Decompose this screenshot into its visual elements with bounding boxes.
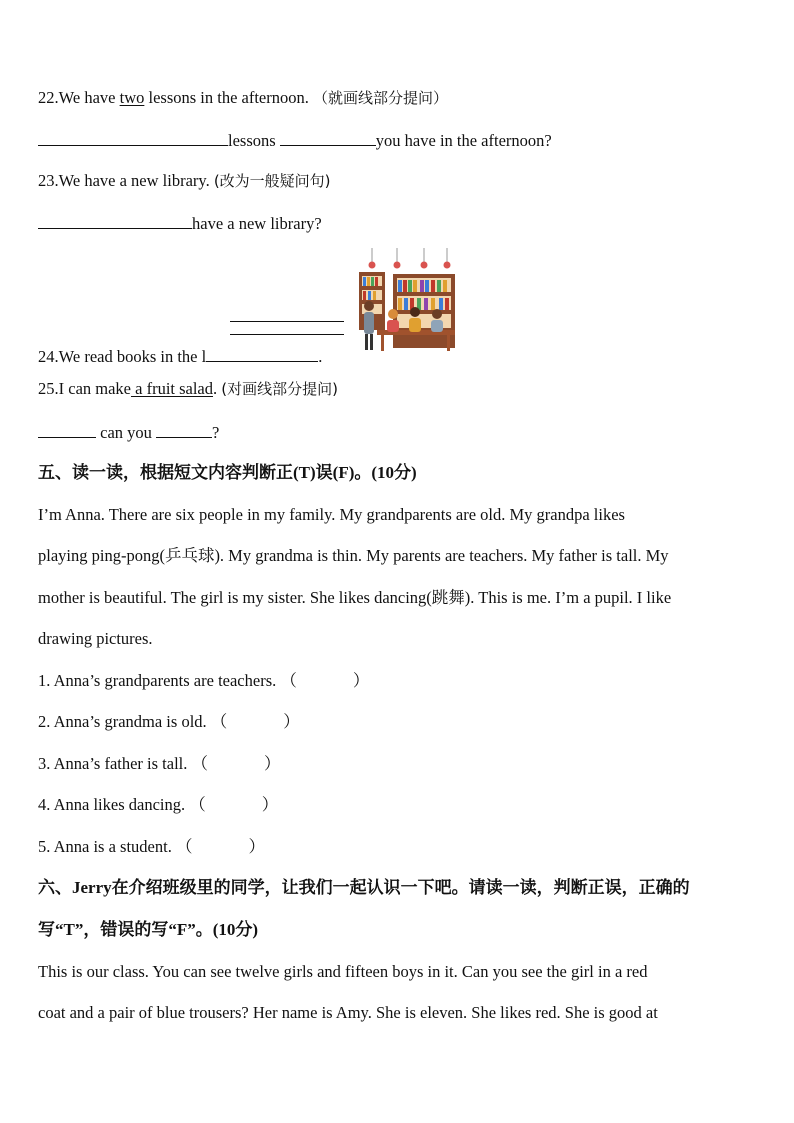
q25-post: . [213, 379, 218, 398]
q22-pre: We have [58, 88, 120, 107]
item-5-answer-paren[interactable]: （ ） [175, 837, 265, 856]
question-25-answer [38, 421, 219, 444]
q24-number: 24. [38, 347, 59, 366]
section-6-passage-line-1: This is our class. You can see twelve girls and fifteen boys in it. Can you see the girl in a red [38, 962, 648, 981]
q24-sentence: We read books in the l [58, 347, 207, 366]
q22-underlined-word: two [119, 88, 145, 107]
q22-number: 22. [38, 88, 59, 107]
item-4-answer-paren[interactable]: （ ） [189, 795, 279, 814]
q25-number: 25. [38, 379, 59, 398]
question-25 [38, 378, 338, 400]
q23-sentence: We have a new library. [58, 171, 210, 190]
item-5-text: 5. Anna is a student. [38, 837, 172, 856]
section-5-passage-line-2: playing ping-pong(乒乓球). My grandma is thin. My parents are teachers. My father is tall. My [38, 546, 669, 565]
question-24 [38, 345, 322, 368]
section-6-passage-line-2: coat and a pair of blue trousers? Her name is Amy. She is eleven. She likes red. She is good at [38, 1003, 658, 1022]
q22-answer-word: lessons [228, 131, 276, 150]
section-6-heading-line-1: 六、Jerry在介绍班级里的同学，让我们一起认识一下吧。请读一读，判断正误，正确的 [38, 878, 690, 897]
q24-stack-line-2 [230, 334, 344, 335]
q25-answer-blank-2[interactable] [156, 421, 212, 438]
item-3-answer-paren[interactable]: （ ） [191, 754, 281, 773]
q25-instruction: (对画线部分提问) [221, 380, 338, 398]
q25-answer-mid: can you [100, 423, 152, 442]
q22-post: lessons in the afternoon. [144, 88, 309, 107]
section-5-item-2 [38, 711, 300, 733]
question-22 [38, 87, 448, 109]
q23-instruction: (改为一般疑问句) [213, 172, 331, 190]
question-22-answer [38, 129, 552, 152]
q22-answer-blank-1[interactable] [38, 129, 228, 146]
question-23 [38, 170, 331, 192]
section-5-passage-line-1: I’m Anna. There are six people in my family. My grandparents are old. My grandpa likes [38, 505, 625, 524]
item-2-answer-paren[interactable]: （ ） [210, 712, 300, 731]
item-3-text: 3. Anna’s father is tall. [38, 754, 188, 773]
item-1-text: 1. Anna’s grandparents are teachers. [38, 671, 277, 690]
q22-answer-tail: you have in the afternoon? [375, 131, 552, 150]
q25-answer-blank-1[interactable] [38, 421, 96, 438]
q24-answer-blank[interactable] [206, 345, 318, 362]
section-5-item-4 [38, 794, 278, 816]
q24-stack-line-1 [230, 321, 344, 322]
section-5-heading: 五、读一读，根据短文内容判断正(T)误(F)。(10分) [38, 463, 417, 482]
q22-instruction: （就画线部分提问） [313, 89, 449, 107]
q25-pre: I can make [58, 379, 131, 398]
q23-answer-blank[interactable] [38, 212, 192, 229]
item-1-answer-paren[interactable]: （ ） [280, 671, 370, 690]
q25-answer-end: ? [212, 423, 220, 442]
section-6-heading-line-2: 写“T”，错误的写“F”。(10分) [38, 920, 259, 939]
item-2-text: 2. Anna’s grandma is old. [38, 712, 207, 731]
question-23-answer [38, 212, 322, 235]
q25-underlined-phrase: a fruit salad [131, 379, 214, 398]
section-5-item-1 [38, 670, 369, 692]
section-5-item-5 [38, 836, 265, 858]
section-5-passage-line-4: drawing pictures. [38, 629, 153, 648]
q23-answer-tail: have a new library? [192, 214, 322, 233]
q23-number: 23. [38, 171, 59, 190]
item-4-text: 4. Anna likes dancing. [38, 795, 186, 814]
library-scene-icon [357, 248, 459, 354]
section-5-item-3 [38, 753, 281, 775]
q24-end: . [318, 347, 323, 366]
section-5-passage-line-3: mother is beautiful. The girl is my sister. She likes dancing(跳舞). This is me. I’m a pupil. I like [38, 588, 672, 607]
q22-answer-blank-2[interactable] [280, 129, 376, 146]
